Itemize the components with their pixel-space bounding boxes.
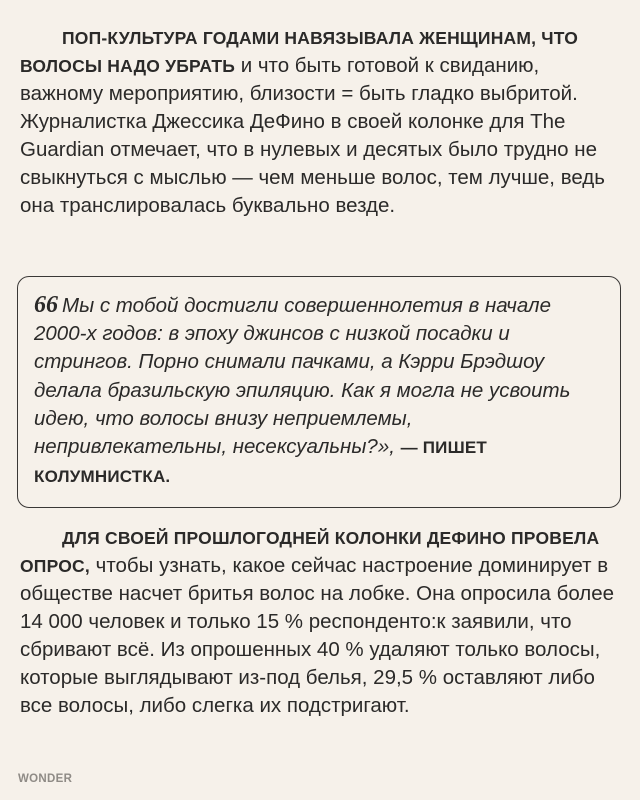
paragraph-2-body: чтобы узнать, какое сейчас настроение доминирует в обществе насчет бритья волос на лобке. Она опросила более 14 000 человек и только 15 % респонденто:к заявили, что сбривают всё. Из опрошенных 40 % удаляют только волосы, которые выглядывают из-под белья, 29,5 % оставляют либо все волосы, либо слегка их подстригают. <box>20 554 615 717</box>
wonder-logo: WONDER <box>18 773 73 785</box>
quote-mark-icon: 66 <box>34 292 58 318</box>
quote-box <box>17 276 621 508</box>
paragraph-1-lead: ПОП-КУЛЬТУРА ГОДАМИ НАВЯЗЫВАЛА ЖЕНЩИНАМ, ЧТО ВОЛОСЫ НАДО УБРАТЬ <box>20 28 579 76</box>
quote-attribution: — ПИШЕТ КОЛУМНИСТКА. <box>34 438 488 487</box>
article-paragraph-1 <box>20 24 610 220</box>
paragraph-2-lead: ДЛЯ СВОЕЙ ПРОШЛОГОДНЕЙ КОЛОНКИ ДЕФИНО ПРОВЕЛА ОПРОС, <box>20 528 600 576</box>
paragraph-1-body: и что быть готовой к свиданию, важному мероприятию, близости = быть гладко выбритой. Журналистка Джессика ДеФино в своей колонке для The Guardian отмечает, что в нулевых и десятых было трудно не свыкнуться с мыслью — чем меньше волос, тем лучше, ведь она транслировалась буквально везде. <box>20 54 605 217</box>
quote-text: Мы с тобой достигли совершеннолетия в начале 2000-х годов: в эпоху джинсов с низкой посадки и стрингов. Порно снимали пачками, а Кэрри Брэдшоу делала бразильскую эпиляцию. Как я могла не усвоить идею, что волосы внизу неприемлемы, непривлекательны, несексуальны?», <box>34 294 571 459</box>
article-paragraph-2 <box>20 524 616 720</box>
